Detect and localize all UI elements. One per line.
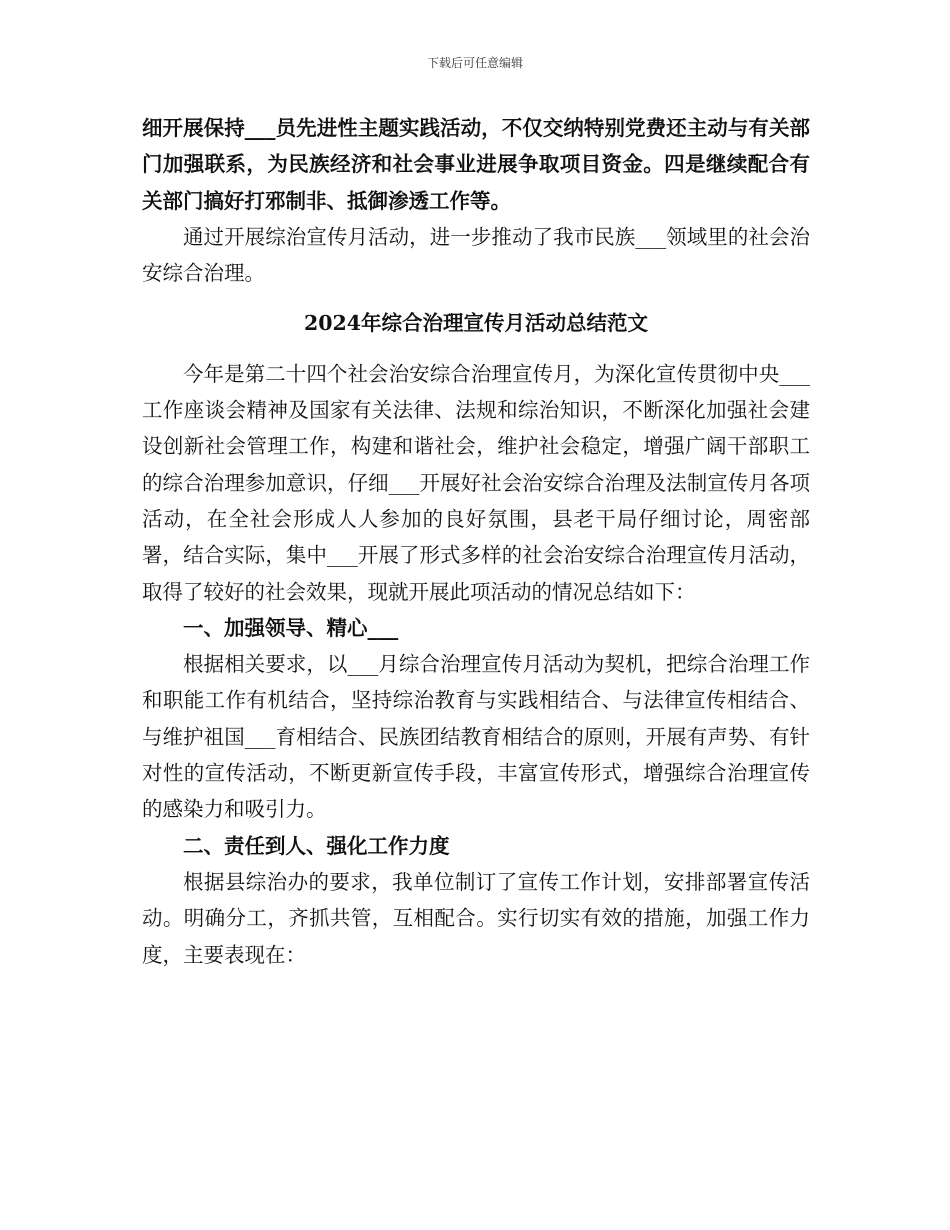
paragraph-section-1: 根据相关要求，以___月综合治理宣传月活动为契机，把综合治理工作和职能工作有机结合，坚持综治教育与实践相结合、与法律宣传相结合、与维护祖国___育相结合、民族团结教育相结合的原则，开展有声势、有针对性的宣传活动，不断更新宣传手段，丰富宣传形式，增强综合治理宣传的感染力和吸引力。: [142, 652, 810, 822]
paragraph-summary: 通过开展综治宣传月活动，进一步推动了我市民族___领域里的社会治安综合治理。: [142, 224, 810, 286]
section-heading-2: 二、责任到人、强化工作力度: [183, 833, 450, 858]
paragraph-section-2: 根据县综治办的要求，我单位制订了宣传工作计划，安排部署宣传活动。明确分工，齐抓共管，互相配合。实行切实有效的措施，加强工作力度，主要表现在：: [142, 869, 810, 967]
page-header: 下载后可任意编辑: [426, 56, 523, 70]
document-title: 2024年综合治理宣传月活动总结范文: [303, 311, 649, 336]
section-heading-1: 一、加强领导、精心___: [183, 615, 399, 640]
document-body: [142, 110, 810, 973]
paragraph-continued: 细开展保持___员先进性主题实践活动，不仅交纳特别党费还主动与有关部门加强联系，为民族经济和社会事业进展争取项目资金。四是继续配合有关部门搞好打邪制非、抵御渗透工作等。: [142, 116, 810, 213]
paragraph-intro: 今年是第二十四个社会治安综合治理宣传月，为深化宣传贯彻中央___工作座谈会精神及国家有关法律、法规和综治知识，不断深化加强社会建设创新社会管理工作，构建和谐社会，维护社会稳定，增强广阔干部职工的综合治理参加意识，仔细___开展好社会治安综合治理及法制宣传月各项活动，在全社会形成人人参加的良好氛围，县老干局仔细讨论，周密部署，结合实际，集中___开展了形式多样的社会治安综合治理宣传月活动，取得了较好的社会效果，现就开展此项活动的情况总结如下：: [142, 361, 810, 604]
